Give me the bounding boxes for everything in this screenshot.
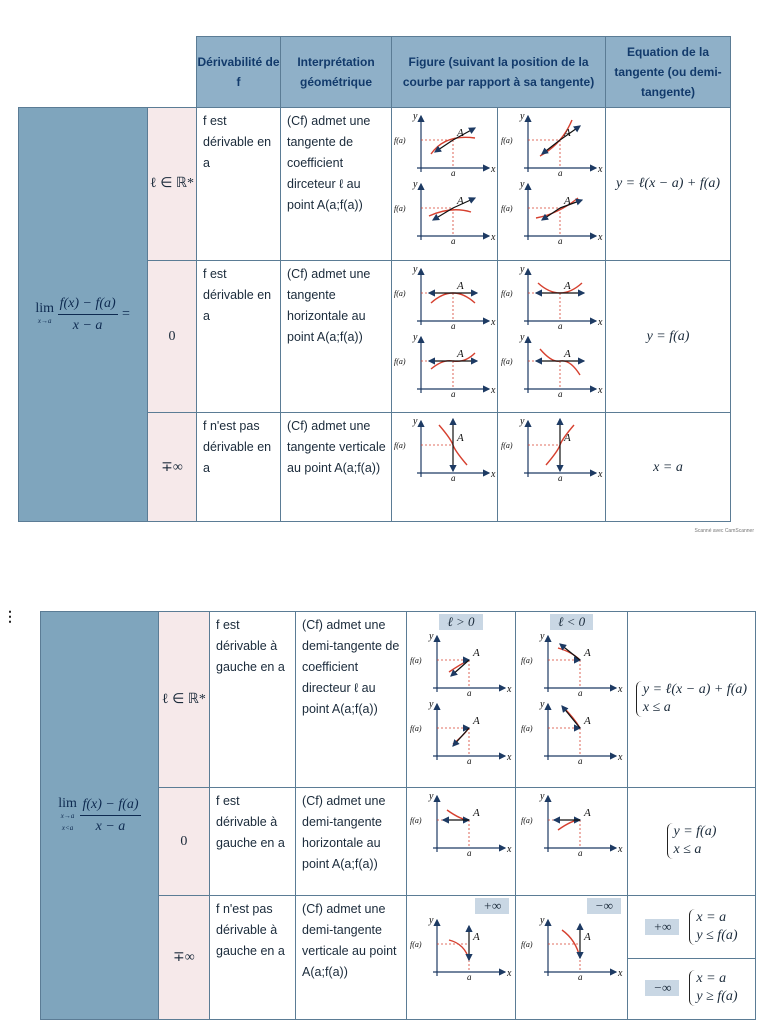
point-A-label: A	[563, 432, 571, 445]
point-A-label: A	[472, 807, 480, 819]
y-label: y	[539, 791, 545, 802]
header-equation: Equation de la tangente (ou demi-tangente)	[606, 37, 731, 108]
point-A-label: A	[456, 279, 464, 292]
equation-half-tangent: y = f(a) x ≤ a	[627, 788, 755, 896]
tangent-figure	[520, 630, 624, 696]
tangent-figure	[393, 331, 497, 397]
a-label: a	[577, 848, 583, 856]
case-infinite: ∓∞	[148, 413, 197, 522]
a-label: a	[557, 320, 562, 329]
fa-label: f(a)	[393, 288, 406, 298]
header-figure: Figure (suivant la position de la courbe par rapport à sa tangente)	[392, 37, 606, 108]
figure-cell	[516, 612, 628, 788]
interpretation-text: (Cf) admet une tangente de coefficient dirceteur ℓ au point A(a;f(a))	[281, 108, 392, 261]
fa-label: f(a)	[500, 356, 513, 366]
point-A-label: A	[583, 931, 591, 943]
equation-half-tangent-vertical: +∞ x = a y ≤ f(a) −∞ x = a y ≥ f(a)	[627, 896, 755, 1020]
tangent-arrow	[451, 660, 469, 676]
y-label: y	[539, 915, 545, 926]
tangent-figure	[393, 415, 497, 481]
case-zero: 0	[148, 260, 197, 413]
point-A-label: A	[563, 195, 571, 208]
derivability-text: f est dérivable à gauche en a	[210, 612, 296, 788]
derivability-text: f est dérivable en a	[197, 108, 281, 261]
point-A-label: A	[563, 347, 571, 360]
y-label: y	[519, 179, 524, 191]
x-label: x	[490, 316, 495, 328]
point-A-label: A	[472, 715, 480, 727]
fa-label: f(a)	[409, 724, 422, 733]
figure-cell	[498, 108, 606, 261]
tangent-arrow	[453, 728, 469, 746]
y-label: y	[428, 699, 434, 710]
a-label: a	[450, 473, 455, 482]
y-label: y	[539, 699, 545, 710]
a-label: a	[577, 756, 583, 764]
fa-label: f(a)	[409, 816, 422, 825]
a-label: a	[577, 688, 583, 696]
x-label: x	[617, 684, 623, 695]
plus-infinity-eq-tag: +∞	[645, 919, 679, 935]
curve	[449, 940, 469, 960]
derivability-text: f est dérivable à gauche en a	[210, 788, 296, 896]
scanner-watermark: Scanné avec CamScanner	[694, 528, 754, 534]
slope-positive-tag: ℓ > 0	[439, 614, 482, 630]
derivability-table-2	[18, 583, 748, 1024]
tangent-figure	[500, 263, 604, 329]
case-finite-nonzero: ℓ ∈ ℝ*	[148, 108, 197, 261]
equation-tangent: x = a	[606, 413, 731, 522]
derivability-text: f n'est pas dérivable en a	[197, 413, 281, 522]
tangent-arrow	[560, 644, 580, 660]
figure-cell	[406, 896, 516, 1020]
curve	[538, 283, 582, 293]
fa-label: f(a)	[520, 656, 533, 665]
x-label: x	[597, 164, 602, 176]
x-label: x	[597, 469, 602, 481]
point-A-label: A	[563, 279, 571, 292]
point-A-label: A	[583, 807, 591, 819]
figure-cell	[406, 788, 516, 896]
x-label: x	[617, 752, 623, 763]
fa-label: f(a)	[500, 136, 513, 146]
derivability-table-1	[18, 18, 748, 521]
slope-negative-tag: ℓ < 0	[550, 614, 593, 630]
fa-label: f(a)	[520, 816, 533, 825]
minus-infinity-eq-tag: −∞	[645, 980, 679, 996]
tangent-arrow	[562, 706, 580, 728]
figure-cell	[392, 260, 498, 413]
figure-cell	[392, 108, 498, 261]
interpretation-text: (Cf) admet une demi-tangente horizontale au point A(a;f(a))	[296, 788, 407, 896]
fa-label: f(a)	[393, 136, 406, 146]
y-label: y	[412, 331, 417, 343]
point-A-label: A	[583, 647, 591, 659]
tangent-figure	[500, 331, 604, 397]
fa-label: f(a)	[409, 656, 422, 665]
a-label: a	[557, 236, 562, 245]
interpretation-text: (Cf) admet une demi-tangente verticale au point A(a;f(a))	[296, 896, 407, 1020]
y-label: y	[519, 416, 524, 428]
tangent-figure	[520, 698, 624, 764]
y-label: y	[519, 111, 524, 123]
tangent-figure	[409, 914, 513, 980]
y-label: y	[412, 416, 417, 428]
tangent-figure	[520, 914, 624, 980]
a-label: a	[450, 236, 455, 245]
a-label: a	[450, 388, 455, 397]
interpretation-text: (Cf) admet une tangente verticale au point A(a;f(a))	[281, 413, 392, 522]
equation-tangent: y = ℓ(x − a) + f(a)	[606, 108, 731, 261]
a-label: a	[466, 756, 472, 764]
fa-label: f(a)	[393, 356, 406, 366]
a-label: a	[466, 688, 472, 696]
curve	[449, 660, 469, 672]
curve	[558, 820, 580, 830]
interpretation-text: (Cf) admet une demi-tangente de coefficient directeur ℓ au point A(a;f(a))	[296, 612, 407, 788]
figure-cell	[406, 612, 516, 788]
y-label: y	[412, 111, 417, 123]
tangent-figure	[409, 790, 513, 856]
fa-label: f(a)	[500, 288, 513, 298]
a-label: a	[450, 168, 455, 177]
y-label: y	[519, 263, 524, 275]
tangent-figure	[393, 110, 497, 176]
x-label: x	[490, 469, 495, 481]
curve	[429, 210, 471, 216]
derivability-text: f est dérivable en a	[197, 260, 281, 413]
fa-label: f(a)	[500, 441, 513, 451]
a-label: a	[557, 473, 562, 482]
tangent-arrow	[433, 208, 453, 220]
point-A-label: A	[472, 647, 480, 659]
limit-expression: lim x→a $\frac{f(x) - f(a)}{x - a}$ =	[19, 108, 148, 522]
x-label: x	[506, 684, 512, 695]
y-label: y	[412, 263, 417, 275]
x-label: x	[490, 164, 495, 176]
tangent-figure	[393, 178, 497, 244]
y-label: y	[412, 179, 417, 191]
a-label: a	[450, 320, 455, 329]
figure-cell	[516, 896, 628, 1020]
header-interpretation: Interprétation géométrique	[281, 37, 392, 108]
y-label: y	[428, 915, 434, 926]
tangent-figure	[520, 790, 624, 856]
curve	[558, 648, 580, 660]
margin-mark: ⋮	[3, 608, 17, 624]
point-A-label: A	[456, 127, 464, 140]
figure-cell	[516, 788, 628, 896]
y-label: y	[428, 791, 434, 802]
point-A-label: A	[456, 432, 464, 445]
x-label: x	[490, 232, 495, 244]
tangent-figure	[409, 698, 513, 764]
plus-infinity-tag: +∞	[475, 898, 509, 914]
equation-tangent: y = f(a)	[606, 260, 731, 413]
fa-label: f(a)	[393, 204, 406, 214]
case-finite-nonzero: ℓ ∈ ℝ*	[158, 612, 209, 788]
curve	[447, 810, 469, 820]
tangent-figure	[500, 415, 604, 481]
y-label: y	[519, 331, 524, 343]
tangent-figure	[409, 630, 513, 696]
a-label: a	[466, 848, 472, 856]
y-label: y	[539, 631, 545, 642]
x-label: x	[506, 968, 512, 979]
figure-cell	[498, 413, 606, 522]
fa-label: f(a)	[500, 204, 513, 214]
figure-cell	[498, 260, 606, 413]
point-A-label: A	[456, 347, 464, 360]
tangent-figure	[500, 178, 604, 244]
a-label: a	[577, 972, 583, 980]
figure-cell	[392, 413, 498, 522]
x-label: x	[597, 384, 602, 396]
derivability-text: f n'est pas dérivable à gauche en a	[210, 896, 296, 1020]
a-label: a	[557, 168, 562, 177]
y-label: y	[428, 631, 434, 642]
a-label: a	[557, 388, 562, 397]
a-label: a	[466, 972, 472, 980]
tangent-arrow	[542, 140, 560, 154]
fa-label: f(a)	[520, 940, 533, 949]
case-infinite: ∓∞	[158, 896, 209, 1020]
case-zero: 0	[158, 788, 209, 896]
fa-label: f(a)	[520, 724, 533, 733]
minus-infinity-tag: −∞	[587, 898, 621, 914]
point-A-label: A	[456, 195, 464, 208]
header-derivability: Dérivabilité de f	[197, 37, 281, 108]
tangent-figure	[500, 110, 604, 176]
interpretation-text: (Cf) admet une tangente horizontale au point A(a;f(a))	[281, 260, 392, 413]
tangent-figure	[393, 263, 497, 329]
x-label: x	[506, 844, 512, 855]
fa-label: f(a)	[393, 441, 406, 451]
x-label: x	[506, 752, 512, 763]
x-label: x	[597, 232, 602, 244]
point-A-label: A	[583, 715, 591, 727]
x-label: x	[597, 316, 602, 328]
point-A-label: A	[472, 931, 480, 943]
limit-expression-left: lim x→a x<a $\frac{f(x) - f(a)}{x - a}$	[41, 612, 159, 1020]
fa-label: f(a)	[409, 940, 422, 949]
x-label: x	[617, 968, 623, 979]
point-A-label: A	[563, 127, 571, 140]
tangent-arrow	[542, 208, 560, 220]
equation-half-tangent: y = ℓ(x − a) + f(a) x ≤ a	[627, 612, 755, 788]
x-label: x	[617, 844, 623, 855]
x-label: x	[490, 384, 495, 396]
